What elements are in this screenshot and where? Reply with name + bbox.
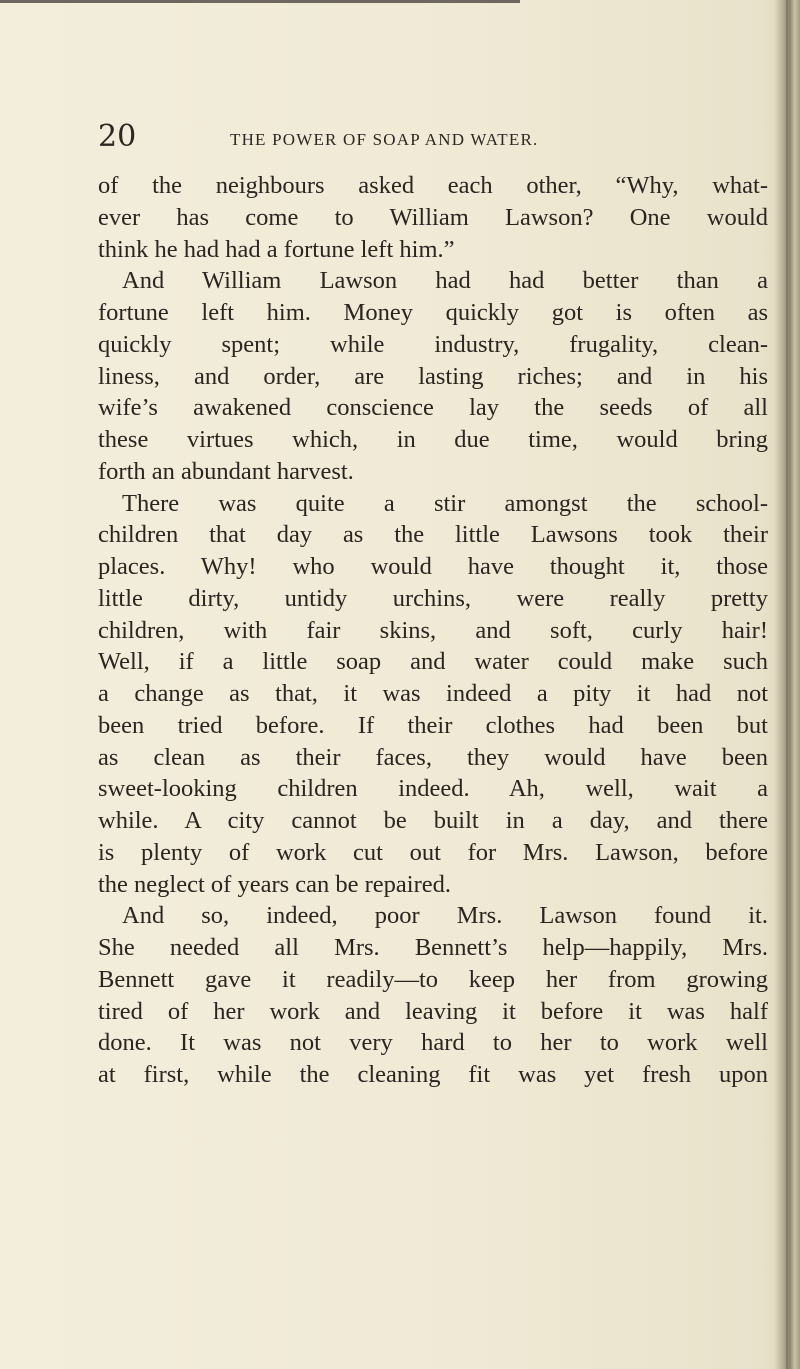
text-line: children, with fair skins, and soft, curly hair!	[98, 616, 768, 644]
text-line: at first, while the cleaning fit was yet fresh upon	[98, 1061, 768, 1088]
text-line: of the neighbours asked each other, “Why, what-	[98, 172, 768, 199]
spine-shadow-line	[786, 0, 788, 1369]
text-line: And William Lawson had had better than a	[122, 267, 768, 295]
text-line: places. Why! who would have thought it, those	[98, 553, 768, 580]
text-line: And so, indeed, poor Mrs. Lawson found it.	[122, 902, 768, 930]
text-line: the neglect of years can be repaired.	[98, 870, 452, 898]
text-line: been tried before. If their clothes had been but	[98, 711, 768, 739]
body-text	[98, 170, 768, 1091]
text-line: quickly spent; while industry, frugality, clean-	[98, 330, 768, 358]
text-line: tired of her work and leaving it before it was half	[98, 997, 768, 1025]
text-line: done. It was not very hard to her to work well	[98, 1029, 768, 1057]
text-line: little dirty, untidy urchins, were really pretty	[98, 584, 768, 612]
text-line: these virtues which, in due time, would bring	[98, 426, 768, 453]
running-title: THE POWER OF SOAP AND WATER.	[230, 130, 539, 149]
text-line: sweet-looking children indeed. Ah, well, wait a	[98, 775, 768, 803]
page-header	[98, 120, 688, 160]
text-line: liness, and order, are lasting riches; and in his	[98, 362, 768, 390]
text-line: as clean as their faces, they would have been	[98, 743, 768, 771]
text-line: children that day as the little Lawsons took their	[98, 521, 768, 549]
text-line: while. A city cannot be built in a day, and there	[98, 807, 768, 834]
text-line: She needed all Mrs. Bennett’s help—happily, Mrs.	[98, 934, 768, 961]
text-line: think he had had a fortune left him.”	[98, 235, 455, 263]
top-rule	[0, 0, 520, 3]
text-line: Bennett gave it readily—to keep her from growing	[98, 965, 768, 993]
text-line: forth an abundant harvest.	[98, 457, 354, 485]
text-line: fortune left him. Money quickly got is often as	[98, 299, 768, 326]
text-line: a change as that, it was indeed a pity it had not	[98, 680, 768, 707]
text-line: There was quite a stir amongst the school-	[122, 489, 768, 517]
page-number: 20	[98, 119, 137, 154]
text-line: is plenty of work cut out for Mrs. Lawson, before	[98, 838, 768, 866]
text-line: Well, if a little soap and water could make such	[98, 648, 768, 676]
text-line: ever has come to William Lawson? One would	[98, 203, 768, 231]
text-line: wife’s awakened conscience lay the seeds of all	[98, 394, 768, 422]
